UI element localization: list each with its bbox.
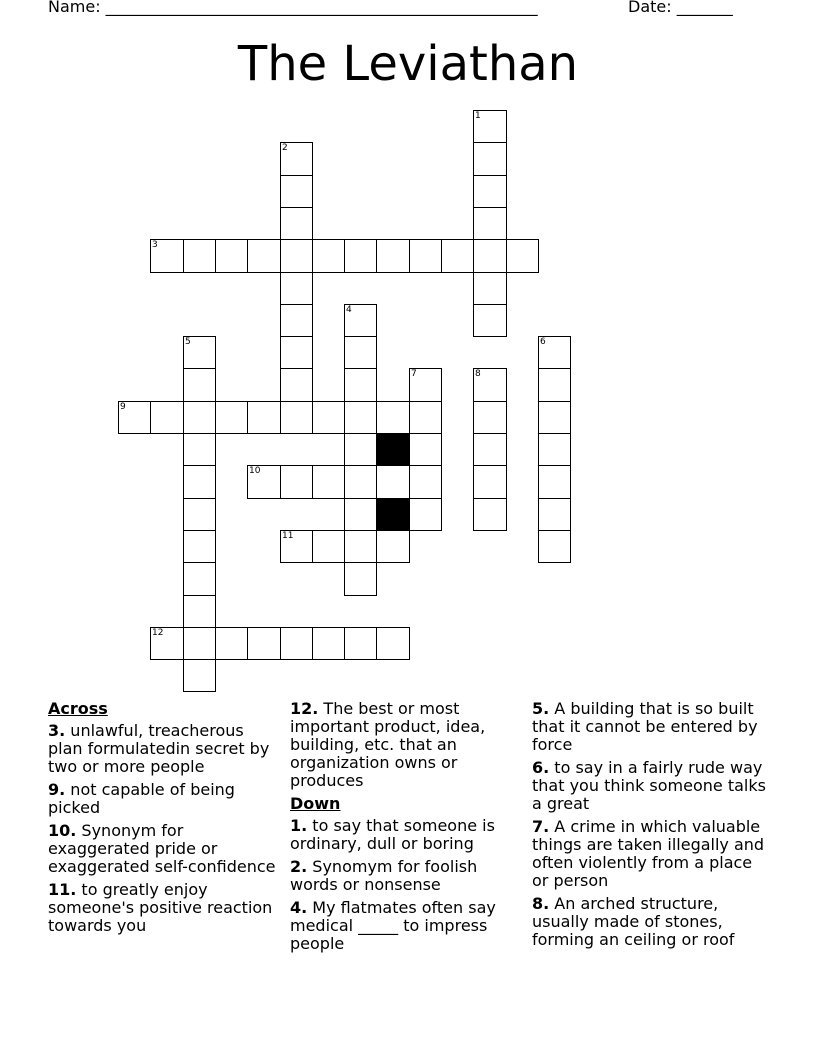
grid-cell[interactable] — [183, 401, 216, 434]
grid-cell[interactable] — [409, 239, 442, 273]
grid-cell[interactable] — [183, 465, 216, 499]
grid-cell[interactable] — [376, 465, 410, 499]
clue-number: 4. — [290, 898, 308, 917]
grid-cell[interactable] — [183, 562, 216, 596]
grid-cell[interactable] — [247, 239, 281, 273]
grid-cell[interactable] — [473, 498, 507, 531]
grid-cell[interactable] — [183, 595, 216, 628]
grid-cell[interactable] — [280, 304, 313, 337]
grid-cell[interactable] — [344, 465, 377, 499]
grid-cell[interactable] — [280, 142, 313, 176]
grid-cell[interactable] — [473, 175, 507, 208]
clue-text: Synonym for exaggerated pride or exaggerated self-confidence — [48, 821, 276, 876]
grid-cell[interactable] — [215, 627, 248, 660]
grid-cell[interactable] — [215, 239, 248, 273]
grid-cell[interactable] — [280, 272, 313, 305]
clue-across-3 — [48, 722, 283, 776]
grid-block — [376, 498, 410, 531]
cell-number: 11 — [282, 531, 294, 541]
grid-cell[interactable] — [376, 530, 410, 563]
grid-cell[interactable] — [312, 465, 345, 499]
clue-text: An arched structure, usually made of stones, forming an ceiling or roof — [532, 894, 735, 949]
grid-cell[interactable] — [247, 401, 281, 434]
cell-number: 8 — [475, 369, 481, 379]
cell-number: 4 — [346, 305, 352, 315]
grid-cell[interactable] — [344, 498, 377, 531]
clue-across-11 — [48, 881, 283, 935]
clue-number: 8. — [532, 894, 550, 913]
grid-cell[interactable] — [473, 110, 507, 143]
clue-number: 9. — [48, 780, 66, 799]
grid-cell[interactable] — [183, 659, 216, 692]
clue-across-10 — [48, 822, 283, 876]
grid-cell[interactable] — [344, 336, 377, 369]
grid-cell[interactable] — [538, 465, 571, 499]
clue-text: A building that is so built that it cannot be entered by force — [532, 699, 758, 754]
clue-text: to greatly enjoy someone's positive reaction towards you — [48, 880, 273, 935]
grid-cell[interactable] — [280, 368, 313, 402]
clue-across-9 — [48, 781, 283, 817]
puzzle-title: The Leviathan — [237, 36, 579, 92]
grid-cell[interactable] — [409, 401, 442, 434]
grid-cell[interactable] — [473, 142, 507, 176]
grid-cell[interactable] — [150, 627, 184, 660]
grid-cell[interactable] — [409, 465, 442, 499]
grid-cell[interactable] — [344, 368, 377, 402]
clue-down-2 — [290, 858, 525, 894]
grid-cell[interactable] — [344, 562, 377, 596]
grid-cell[interactable] — [473, 368, 507, 402]
name-field[interactable]: Name: ______________________________________________________ — [48, 0, 538, 16]
grid-cell[interactable] — [247, 465, 281, 499]
grid-cell[interactable] — [344, 530, 377, 563]
clue-text: to say in a fairly rude way that you think someone talks a great — [532, 758, 766, 813]
grid-cell[interactable] — [538, 368, 571, 402]
grid-cell[interactable] — [344, 433, 377, 466]
clue-down-6 — [532, 759, 772, 813]
clue-text: A crime in which valuable things are taken illegally and often violently from a place or person — [532, 817, 765, 890]
grid-cell[interactable] — [183, 368, 216, 402]
clues-column-3 — [532, 700, 772, 954]
grid-cell[interactable] — [280, 401, 313, 434]
grid-cell[interactable] — [376, 627, 410, 660]
grid-cell[interactable] — [312, 530, 345, 563]
grid-cell[interactable] — [473, 207, 507, 240]
grid-cell[interactable] — [183, 530, 216, 563]
clue-text: to say that someone is ordinary, dull or boring — [290, 816, 495, 853]
grid-cell[interactable] — [280, 627, 313, 660]
cell-number: 7 — [411, 369, 417, 379]
grid-cell[interactable] — [280, 465, 313, 499]
grid-cell[interactable] — [409, 498, 442, 531]
grid-cell[interactable] — [376, 239, 410, 273]
clue-number: 5. — [532, 699, 550, 718]
grid-cell[interactable] — [441, 239, 474, 273]
grid-cell[interactable] — [538, 498, 571, 531]
clue-number: 6. — [532, 758, 550, 777]
grid-cell[interactable] — [183, 239, 216, 273]
clue-text: My flatmates often say medical _____ to impress people — [290, 898, 496, 953]
clue-text: unlawful, treacherous plan formulatedin secret by two or more people — [48, 721, 270, 776]
date-field[interactable]: Date: _______ — [628, 0, 733, 16]
grid-cell[interactable] — [280, 336, 313, 369]
clue-number: 1. — [290, 816, 308, 835]
grid-cell[interactable] — [344, 627, 377, 660]
grid-cell[interactable] — [150, 401, 184, 434]
cell-number: 9 — [120, 402, 126, 412]
grid-cell[interactable] — [312, 401, 345, 434]
clue-down-5 — [532, 700, 772, 754]
grid-cell[interactable] — [344, 239, 377, 273]
clue-down-8 — [532, 895, 772, 949]
cell-number: 5 — [185, 337, 191, 347]
grid-cell[interactable] — [473, 304, 507, 337]
clue-number: 2. — [290, 857, 308, 876]
grid-cell[interactable] — [473, 465, 507, 499]
grid-cell[interactable] — [280, 530, 313, 563]
cell-number: 10 — [249, 466, 261, 476]
clue-text: The best or most important product, idea, building, etc. that an organization owns or produces — [290, 699, 486, 790]
clue-number: 12. — [290, 699, 319, 718]
cell-number: 6 — [540, 337, 546, 347]
grid-cell[interactable] — [183, 627, 216, 660]
across-heading: Across — [48, 699, 108, 718]
grid-cell[interactable] — [150, 239, 184, 273]
grid-cell[interactable] — [247, 627, 281, 660]
down-heading: Down — [290, 794, 341, 813]
clue-text: not capable of being picked — [48, 780, 235, 817]
grid-cell[interactable] — [538, 401, 571, 434]
cell-number: 12 — [152, 628, 164, 638]
clue-number: 11. — [48, 880, 77, 899]
grid-cell[interactable] — [538, 336, 571, 369]
grid-cell[interactable] — [280, 175, 313, 208]
clue-number: 3. — [48, 721, 66, 740]
grid-cell[interactable] — [473, 272, 507, 305]
grid-cell[interactable] — [409, 368, 442, 402]
grid-cell[interactable] — [473, 433, 507, 466]
grid-cell[interactable] — [183, 336, 216, 369]
grid-cell[interactable] — [280, 239, 313, 273]
grid-cell[interactable] — [280, 207, 313, 240]
cell-number: 1 — [475, 111, 481, 121]
grid-cell[interactable] — [376, 401, 410, 434]
grid-cell[interactable] — [473, 239, 507, 273]
cell-number: 2 — [282, 143, 288, 153]
grid-cell[interactable] — [312, 239, 345, 273]
grid-cell[interactable] — [183, 498, 216, 531]
grid-cell[interactable] — [118, 401, 151, 434]
cell-number: 3 — [152, 240, 158, 250]
clue-across-12 — [290, 700, 525, 790]
grid-cell[interactable] — [215, 401, 248, 434]
grid-cell[interactable] — [312, 627, 345, 660]
clues-column-1 — [48, 700, 283, 940]
clues-column-2 — [290, 700, 525, 958]
grid-cell[interactable] — [183, 433, 216, 466]
clue-text: Synomym for foolish words or nonsense — [290, 857, 478, 894]
clue-number: 7. — [532, 817, 550, 836]
grid-cell[interactable] — [344, 401, 377, 434]
grid-block — [376, 433, 410, 466]
grid-cell[interactable] — [473, 401, 507, 434]
grid-cell[interactable] — [538, 530, 571, 563]
clue-number: 10. — [48, 821, 77, 840]
clue-down-7 — [532, 818, 772, 890]
grid-cell[interactable] — [409, 433, 442, 466]
grid-cell[interactable] — [538, 433, 571, 466]
clue-down-4 — [290, 899, 525, 953]
clue-down-1 — [290, 817, 525, 853]
grid-cell[interactable] — [506, 239, 539, 273]
grid-cell[interactable] — [344, 304, 377, 337]
